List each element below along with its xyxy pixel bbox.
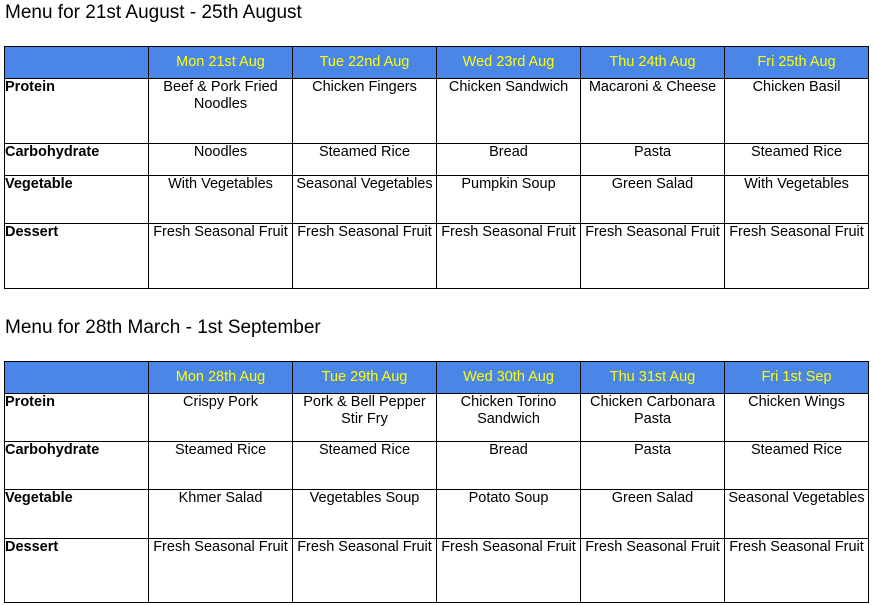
menu-cell: Fresh Seasonal Fruit: [149, 539, 293, 603]
menu-cell: Fresh Seasonal Fruit: [581, 224, 725, 289]
menu-table-week-2: [4, 361, 869, 603]
category-label: Dessert: [5, 539, 149, 603]
menu-cell: Chicken Sandwich: [437, 79, 581, 144]
menu-cell: Fresh Seasonal Fruit: [293, 224, 437, 289]
menu-cell: Fresh Seasonal Fruit: [437, 224, 581, 289]
day-header: Fri 1st Sep: [725, 362, 869, 394]
menu-cell: Bread: [437, 144, 581, 176]
menu-cell: Steamed Rice: [293, 144, 437, 176]
day-header: Mon 21st Aug: [149, 47, 293, 79]
day-header: Wed 23rd Aug: [437, 47, 581, 79]
menu-cell: Green Salad: [581, 490, 725, 539]
menu-cell: With Vegetables: [725, 176, 869, 224]
menu-cell: Fresh Seasonal Fruit: [725, 539, 869, 603]
day-header: Tue 29th Aug: [293, 362, 437, 394]
menu-row-vegetable: [5, 176, 869, 224]
menu-cell: Chicken Wings: [725, 394, 869, 442]
menu-cell: Seasonal Vegetables: [725, 490, 869, 539]
menu-row-dessert: [5, 539, 869, 603]
category-label: Dessert: [5, 224, 149, 289]
header-row: [5, 47, 869, 79]
menu-cell: Vegetables Soup: [293, 490, 437, 539]
menu-cell: With Vegetables: [149, 176, 293, 224]
header-corner-cell: [5, 362, 149, 394]
category-label: Protein: [5, 79, 149, 144]
menu-cell: Beef & Pork Fried Noodles: [149, 79, 293, 144]
menu-row-protein: [5, 394, 869, 442]
menu-cell: Steamed Rice: [725, 144, 869, 176]
category-label: Protein: [5, 394, 149, 442]
day-header: Wed 30th Aug: [437, 362, 581, 394]
menu-cell: Steamed Rice: [149, 442, 293, 490]
menu-cell: Fresh Seasonal Fruit: [149, 224, 293, 289]
menu-cell: Crispy Pork: [149, 394, 293, 442]
menu-title-week-2: Menu for 28th March - 1st September: [5, 317, 321, 338]
header-corner-cell: [5, 47, 149, 79]
day-header: Tue 22nd Aug: [293, 47, 437, 79]
menu-cell: Chicken Torino Sandwich: [437, 394, 581, 442]
menu-cell: Fresh Seasonal Fruit: [293, 539, 437, 603]
menu-cell: Fresh Seasonal Fruit: [437, 539, 581, 603]
menu-row-carbohydrate: [5, 144, 869, 176]
menu-cell: Fresh Seasonal Fruit: [581, 539, 725, 603]
menu-row-protein: [5, 79, 869, 144]
menu-cell: Pork & Bell Pepper Stir Fry: [293, 394, 437, 442]
day-header: Mon 28th Aug: [149, 362, 293, 394]
header-row: [5, 362, 869, 394]
category-label: Vegetable: [5, 176, 149, 224]
menu-cell: Green Salad: [581, 176, 725, 224]
menu-row-dessert: [5, 224, 869, 289]
menu-cell: Pasta: [581, 144, 725, 176]
menu-cell: Steamed Rice: [725, 442, 869, 490]
menu-title-week-1: Menu for 21st August - 25th August: [5, 2, 302, 23]
menu-cell: Bread: [437, 442, 581, 490]
menu-cell: Potato Soup: [437, 490, 581, 539]
menu-cell: Chicken Carbonara Pasta: [581, 394, 725, 442]
menu-cell: Seasonal Vegetables: [293, 176, 437, 224]
menu-cell: Chicken Basil: [725, 79, 869, 144]
menu-cell: Khmer Salad: [149, 490, 293, 539]
menu-cell: Chicken Fingers: [293, 79, 437, 144]
menu-table-week-1: [4, 46, 869, 289]
day-header: Thu 31st Aug: [581, 362, 725, 394]
day-header: Fri 25th Aug: [725, 47, 869, 79]
menu-cell: Steamed Rice: [293, 442, 437, 490]
category-label: Carbohydrate: [5, 144, 149, 176]
menu-cell: Macaroni & Cheese: [581, 79, 725, 144]
menu-cell: Noodles: [149, 144, 293, 176]
menu-row-carbohydrate: [5, 442, 869, 490]
menu-cell: Fresh Seasonal Fruit: [725, 224, 869, 289]
category-label: Vegetable: [5, 490, 149, 539]
menu-cell: Pasta: [581, 442, 725, 490]
day-header: Thu 24th Aug: [581, 47, 725, 79]
category-label: Carbohydrate: [5, 442, 149, 490]
menu-row-vegetable: [5, 490, 869, 539]
menu-cell: Pumpkin Soup: [437, 176, 581, 224]
